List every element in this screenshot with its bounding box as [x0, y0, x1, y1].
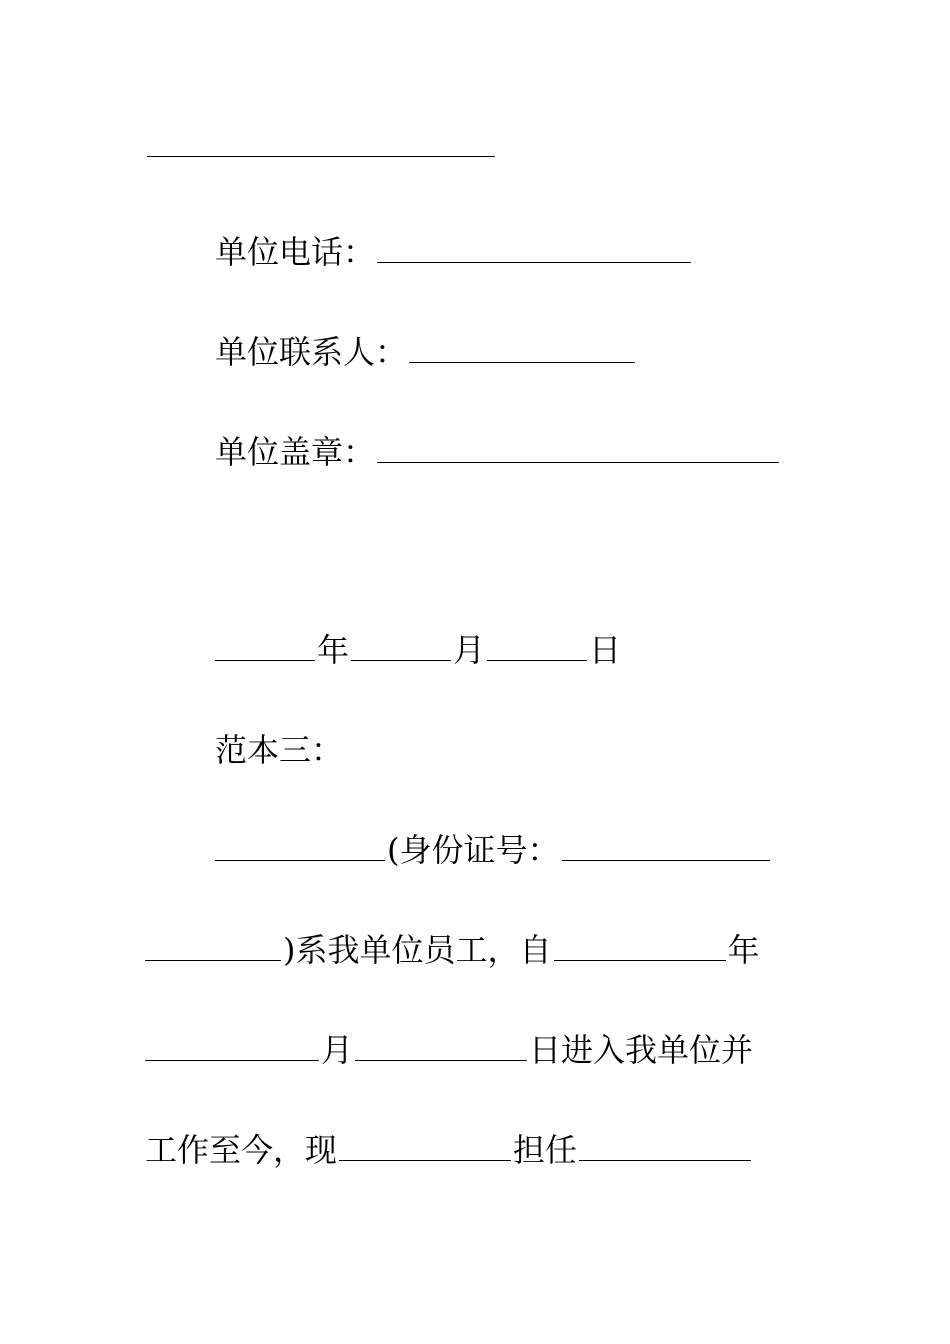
top-blank-line	[145, 118, 497, 174]
join-year-field[interactable]	[554, 934, 726, 961]
unit-phone-field[interactable]	[377, 236, 691, 263]
join-month-label: 月	[321, 1031, 354, 1069]
position-row	[145, 1122, 753, 1178]
unit-seal-field[interactable]	[377, 436, 779, 463]
id-number-field[interactable]	[562, 834, 770, 861]
join-text: 日进入我单位并	[529, 1031, 754, 1069]
template-title	[215, 722, 343, 778]
unit-seal-label: 单位盖章：	[215, 433, 376, 471]
id-open-text: (身份证号：	[387, 831, 560, 869]
unit-contact-row	[215, 324, 637, 380]
name-field[interactable]	[215, 834, 385, 861]
join-month-field[interactable]	[145, 1034, 319, 1061]
template-title-text: 范本三：	[215, 731, 344, 769]
work-text: 工作至今，现	[145, 1131, 338, 1169]
department-field[interactable]	[339, 1134, 511, 1161]
join-year-label: 年	[727, 931, 760, 969]
serve-text: 担任	[513, 1131, 578, 1169]
employee-row	[145, 922, 760, 978]
year-label: 年	[317, 631, 350, 669]
join-date-row	[145, 1022, 753, 1078]
position-field[interactable]	[579, 1134, 751, 1161]
employee-text: )系我单位员工，自	[283, 931, 552, 969]
unit-seal-row	[215, 424, 781, 480]
unit-contact-field[interactable]	[409, 336, 635, 363]
month-field[interactable]	[351, 634, 451, 661]
date-row	[215, 622, 621, 678]
id-row	[215, 822, 772, 878]
unit-phone-label: 单位电话：	[215, 233, 376, 271]
id-number-field-cont[interactable]	[145, 934, 281, 961]
month-label: 月	[453, 631, 486, 669]
join-day-field[interactable]	[355, 1034, 527, 1061]
blank-field[interactable]	[147, 130, 495, 157]
unit-phone-row	[215, 224, 693, 280]
day-label: 日	[589, 631, 622, 669]
year-field[interactable]	[215, 634, 315, 661]
unit-contact-label: 单位联系人：	[215, 333, 408, 371]
day-field[interactable]	[487, 634, 587, 661]
